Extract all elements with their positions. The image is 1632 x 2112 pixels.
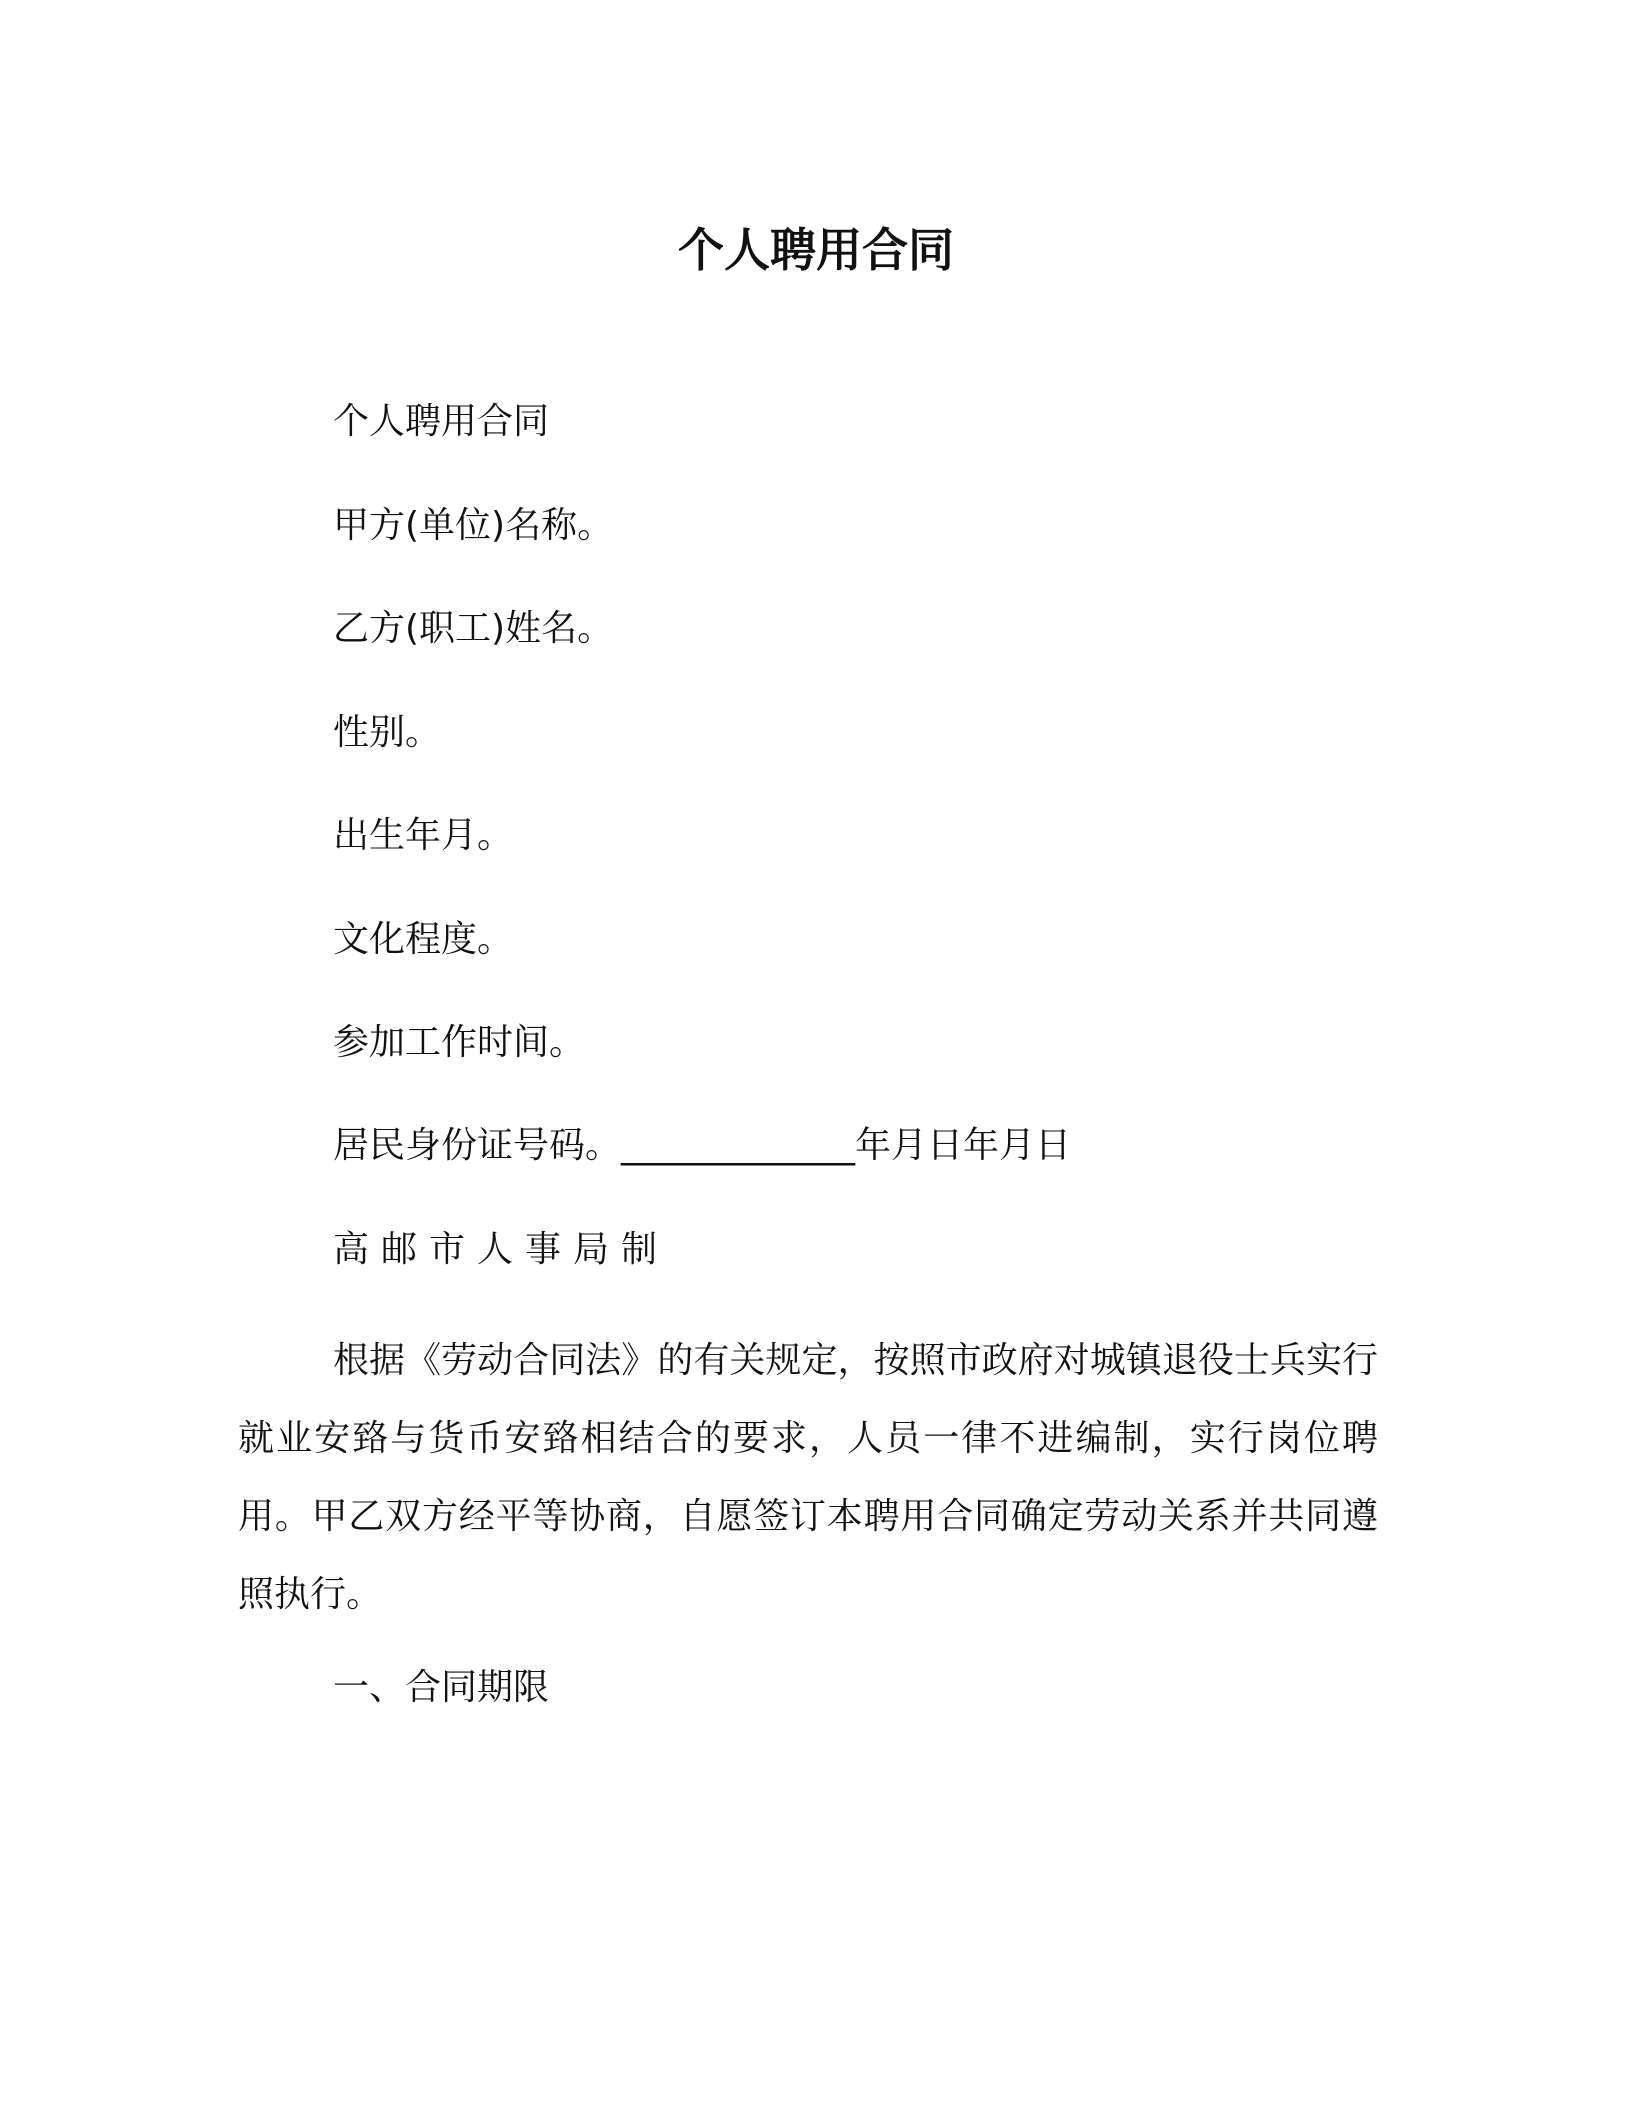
section-heading: 一、合同期限 xyxy=(333,1667,550,1708)
issuer-line: 高邮市人事局制 xyxy=(333,1229,670,1270)
party-a-name-line: 甲方(单位)名称。 xyxy=(333,505,614,546)
party-b-name-line: 乙方(职工)姓名。 xyxy=(333,608,614,649)
work-start-line: 参加工作时间。 xyxy=(333,1022,586,1063)
subtitle-line: 个人聘用合同 xyxy=(333,401,550,442)
document-title: 个人聘用合同 xyxy=(678,223,954,277)
intro-paragraph: 根据《劳动合同法》的有关规定，按照市政府对城镇退役士兵实行就业安臵与货币安臵相结合的要求，人员一律不进编制，实行岗位聘用。甲乙双方经平等协商，自愿签订本聘用合同确定劳动关系并共同遵照执行。 xyxy=(238,1340,1378,1615)
birth-date-line: 出生年月。 xyxy=(333,815,514,856)
id-number-line: 居民身份证号码。_____________年月日年月日 xyxy=(333,1125,1072,1166)
gender-line: 性别。 xyxy=(333,712,442,753)
education-line: 文化程度。 xyxy=(333,919,514,960)
